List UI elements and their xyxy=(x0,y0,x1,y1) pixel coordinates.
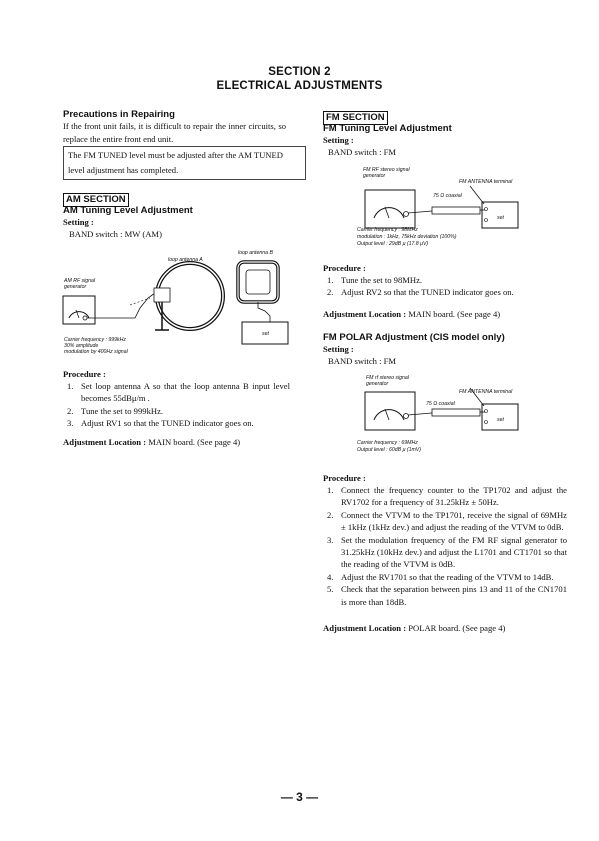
polar-coax-label: 75 Ω coaxial xyxy=(426,401,455,407)
am-step: 2. Tune the set to 999kHz. xyxy=(67,405,164,416)
am-adjustment-location xyxy=(63,436,240,449)
fm-set-label: set xyxy=(497,215,504,221)
fm-step: 2. Adjust RV2 so that the TUNED indicator goes on. xyxy=(327,287,514,298)
fm-setting-label: Setting : xyxy=(323,135,354,145)
polar-procedure-label: Procedure : xyxy=(323,473,366,483)
polar-location-label: Adjustment Location : xyxy=(323,623,407,633)
polar-procedure-list xyxy=(327,484,567,608)
fm-coaxial-cable xyxy=(432,207,480,214)
polar-step: 4. Adjust the RV1701 so that the reading of the VTVM to 14dB. xyxy=(327,571,554,582)
am-setting-label: Setting : xyxy=(63,217,94,227)
am-section-badge: AM SECTION xyxy=(63,193,129,207)
fm-coax-label: 75 Ω coaxial xyxy=(433,193,462,199)
loop-a-label: loop antenna A xyxy=(168,257,203,263)
fm-output-jack-icon xyxy=(404,212,409,217)
polar-location-value: POLAR board. (See page 4) xyxy=(408,623,506,633)
fm-meter-dial-icon xyxy=(374,208,404,218)
fm-location-label: Adjustment Location : xyxy=(323,309,407,319)
am-title: AM Tuning Level Adjustment xyxy=(63,205,193,216)
fm-spec-output: Output level : 29dB μ (17.8 μV) xyxy=(357,241,429,247)
page-title: ELECTRICAL ADJUSTMENTS xyxy=(216,80,383,92)
loop-antenna-b-icon xyxy=(238,262,278,302)
fm-title: FM Tuning Level Adjustment xyxy=(323,123,452,134)
loop-a-mount xyxy=(154,288,170,302)
polar-title: FM POLAR Adjustment (CIS model only) xyxy=(323,332,505,343)
am-step: 1. Set loop antenna A so that the loop antenna B input level becomes 55dBμ/m . xyxy=(67,381,290,404)
fm-procedure-label: Procedure : xyxy=(323,263,366,273)
am-set-label: set xyxy=(262,331,269,337)
page-number: — 3 — xyxy=(280,790,319,804)
am-spec-amplitude: 30% amplitude xyxy=(64,343,99,349)
polar-meter-needle-icon xyxy=(385,409,389,420)
polar-coaxial-cable xyxy=(432,409,480,416)
section-number: SECTION 2 xyxy=(268,66,331,78)
am-procedure-list xyxy=(67,380,290,430)
fm-procedure-list xyxy=(327,274,542,299)
am-generator-label: AM RF signal generator xyxy=(64,278,96,291)
fm-spec-frequency: Carrier frequency : 98MHz xyxy=(357,227,418,233)
fm-terminal-pointer xyxy=(470,186,484,204)
am-step: 3. Adjust RV1 so that the TUNED indicator goes on. xyxy=(67,418,254,429)
polar-adjustment-location xyxy=(323,622,505,635)
loop-b-cable xyxy=(258,302,270,322)
precautions-note: The FM TUNED level must be adjusted after the AM TUNED level adjustment has completed. xyxy=(63,146,306,180)
fm-generator-label: FM RF stereo signal generator xyxy=(363,167,410,180)
polar-band-switch: BAND switch : FM xyxy=(328,356,397,366)
polar-cable xyxy=(408,413,432,415)
am-procedure-label: Procedure : xyxy=(63,369,106,379)
polar-step: 2. Connect the VTVM to the TP1701, receive the signal of 69MHz ± 1kHz (1kHz dev.) and adjust the reading of the VTVM to 0dB. xyxy=(327,509,567,533)
am-location-label: Adjustment Location : xyxy=(63,437,147,447)
polar-meter-dial-icon xyxy=(374,410,404,420)
am-spec-modulation: modulation by 400Hz signal xyxy=(64,349,128,355)
precautions-heading: Precautions in Repairing xyxy=(63,109,175,120)
am-generator-box xyxy=(63,296,95,324)
polar-step: 3. Set the modulation frequency of the FM RF signal generator to 31.25kHz (10kHz dev.) and adjust the L1701 and CT1701 so that the reading of the VTVM is 0dB. xyxy=(327,534,567,570)
polar-set-label: set xyxy=(497,417,504,423)
polar-step: 1. Connect the frequency counter to the TP1702 and adjust the RV1702 for a frequency of 31.25kHz ± 50Hz. xyxy=(327,485,567,508)
polar-setting-label: Setting : xyxy=(323,344,354,354)
fm-generator-box xyxy=(365,190,415,228)
polar-generator-label: FM rf stereo signal generator xyxy=(366,375,409,388)
precautions-text: If the front unit fails, it is difficult to repair the inner circuits, so replace the entire front end unit. xyxy=(63,121,286,144)
fm-section-badge: FM SECTION xyxy=(323,111,388,125)
fm-location-value: MAIN board. (See page 4) xyxy=(408,309,501,319)
fm-spec-modulation: modulation : 1kHz, 75kHz deviation (100%) xyxy=(357,234,457,240)
fm-step: 1. Tune the set to 98MHz. xyxy=(327,275,423,285)
fm-meter-needle-icon xyxy=(385,207,389,218)
polar-spec-frequency: Carrier frequency : 69MHz xyxy=(357,440,418,446)
polar-generator-box xyxy=(365,392,415,430)
loop-b-label: loop antenna B xyxy=(238,250,273,256)
fm-cable xyxy=(408,211,432,213)
am-output-jack-icon xyxy=(83,316,87,320)
fm-adjustment-location xyxy=(323,308,500,321)
am-location-value: MAIN board. (See page 4) xyxy=(148,437,241,447)
am-spec-frequency: Carrier frequency : 999kHz xyxy=(64,337,126,343)
polar-step: 5. Check that the separation between pins 13 and 11 of the CN1701 is more than 18dB. xyxy=(327,584,567,607)
am-band-switch: BAND switch : MW (AM) xyxy=(69,229,162,239)
fm-band-switch: BAND switch : FM xyxy=(328,147,397,157)
polar-terminal-label: FM ANTENNA terminal xyxy=(459,389,513,395)
am-cable xyxy=(87,293,155,318)
polar-spec-output: Output level : 60dB μ (1mV) xyxy=(357,447,421,453)
polar-output-jack-icon xyxy=(404,414,409,419)
fm-terminal-label: FM ANTENNA terminal xyxy=(459,179,513,185)
